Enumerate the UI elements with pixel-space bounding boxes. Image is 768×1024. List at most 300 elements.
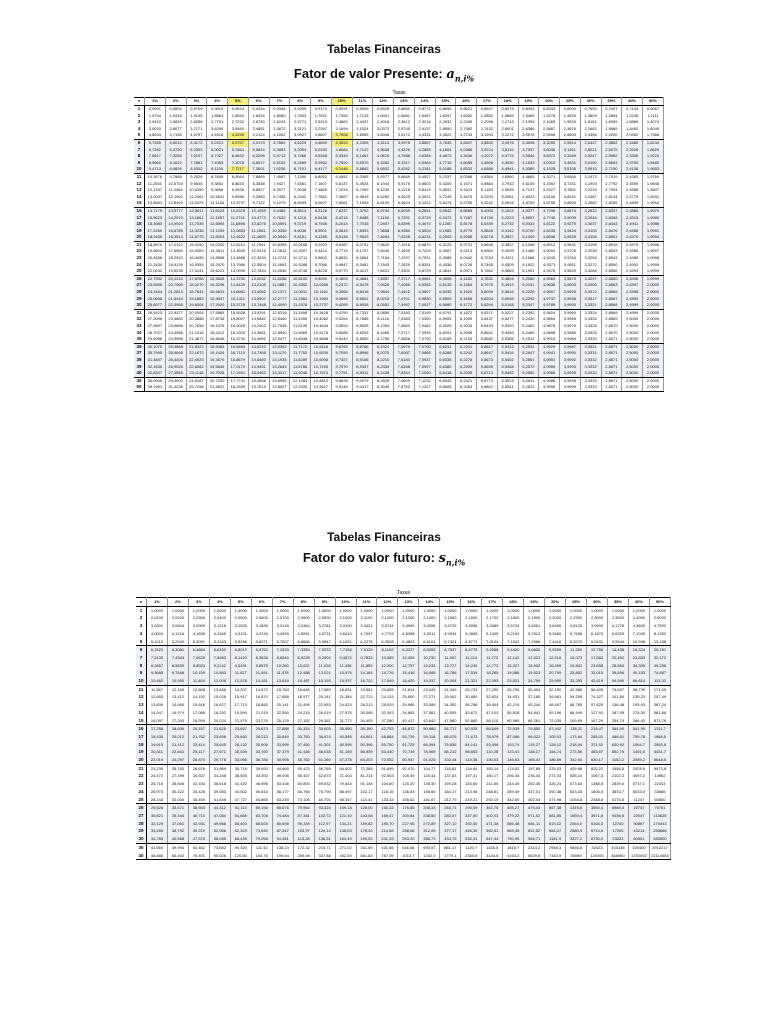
factor-cell: 137,63 — [440, 772, 461, 780]
factor-cell: 159,82 — [356, 820, 377, 828]
factor-cell: 53,739 — [398, 733, 419, 741]
factor-cell: 7,5717 — [394, 330, 415, 337]
factor-cell: 1,0000 — [566, 606, 587, 614]
factor-cell: 271,02 — [335, 843, 356, 851]
factor-cell: 11,9246 — [290, 370, 311, 377]
factor-cell: 60,462 — [188, 843, 209, 851]
factor-cell: 327,10 — [440, 820, 461, 828]
table-row — [136, 788, 671, 796]
table-row — [134, 215, 664, 222]
table-row — [136, 748, 671, 756]
factor-cell: 10,9617 — [311, 384, 332, 391]
factor-cell: 2,5000 — [622, 377, 643, 384]
factor-cell: 87,068 — [503, 733, 524, 741]
factor-cell: 3,9938 — [560, 296, 581, 303]
factor-cell: 9,9856 — [207, 187, 228, 194]
period-cell: 40 — [136, 852, 147, 860]
factor-cell: 15,1411 — [228, 296, 249, 303]
factor-cell: 23,276 — [251, 717, 272, 725]
factor-cell: 5,0081 — [497, 194, 518, 201]
factor-cell: 63,249 — [272, 796, 293, 804]
factor-cell: 47,103 — [482, 709, 503, 717]
factor-cell: 22,841 — [167, 748, 188, 756]
factor-cell: 434,75 — [440, 835, 461, 843]
period-cell: 28 — [136, 820, 147, 828]
col-header-rate: 12% — [377, 598, 398, 607]
factor-cell: 7,5856 — [394, 336, 415, 343]
factor-cell: 11,4693 — [269, 262, 290, 269]
factor-cell: 19,923 — [524, 669, 545, 677]
factor-cell: 5,2421 — [207, 139, 228, 146]
factor-cell: 11,6523 — [207, 207, 228, 214]
table-header-row — [134, 98, 664, 106]
factor-cell: 8,7537 — [440, 646, 461, 654]
factor-cell: 3,4976 — [497, 139, 518, 146]
factor-cell: 12,3034 — [248, 255, 269, 262]
factor-cell: 2,2832 — [435, 119, 456, 126]
factor-cell: 167,29 — [587, 717, 608, 725]
factor-cell: 1,9480 — [643, 160, 664, 167]
period-cell: 27 — [134, 282, 145, 289]
factor-cell: 11,6546 — [290, 336, 311, 343]
taxas-label: Taxas — [392, 90, 406, 96]
col-header-rate: 1% — [145, 98, 166, 106]
factor-cell: 26,870 — [188, 756, 209, 764]
factor-cell: 9,2950 — [248, 194, 269, 201]
factor-cell: 180,17 — [482, 772, 503, 780]
col-header-rate: 25% — [566, 598, 587, 607]
factor-cell: 2,8569 — [601, 316, 622, 323]
factor-cell: 7,3667 — [331, 194, 352, 201]
factor-cell: 25,840 — [230, 733, 251, 741]
factor-cell: 8,8832 — [331, 255, 352, 262]
factor-cell: 2,9514 — [560, 139, 581, 146]
factor-cell: 3,9903 — [560, 282, 581, 289]
factor-cell: 74,327 — [587, 693, 608, 701]
col-header-rate: 15% — [435, 98, 456, 106]
factor-cell: 2,0000 — [643, 316, 664, 323]
factor-cell: 2,4000 — [628, 614, 649, 622]
factor-cell: 14,773 — [482, 662, 503, 670]
factor-cell: 8,5436 — [311, 215, 332, 222]
factor-cell: 7,3300 — [394, 268, 415, 275]
factor-cell: 2,2000 — [545, 614, 566, 622]
factor-cell: 6,1422 — [414, 200, 435, 207]
factor-cell: 0,9709 — [186, 106, 207, 113]
period-cell: 23 — [134, 255, 145, 262]
factor-cell: 6,2463 — [456, 384, 477, 391]
factor-cell: 238,50 — [419, 812, 440, 820]
factor-cell: 105,93 — [545, 733, 566, 741]
factor-cell: 2,7232 — [228, 119, 249, 126]
factor-cell: 2102,3 — [607, 772, 628, 780]
factor-cell: 1,6467 — [414, 113, 435, 120]
factor-cell: 2,0700 — [272, 614, 293, 622]
factor-cell: 7,5620 — [373, 241, 394, 248]
factor-cell: 7,6752 — [394, 384, 415, 391]
factor-cell: 8,2330 — [373, 364, 394, 371]
factor-cell: 5,5016 — [497, 289, 518, 296]
factor-cell: 8,8996 — [352, 350, 373, 357]
table-row — [134, 255, 664, 262]
factor-cell: 12,1062 — [165, 194, 186, 201]
factor-cell: 75751 — [649, 804, 670, 812]
factor-cell: 60,402 — [167, 852, 188, 860]
factor-cell: 12,142 — [503, 654, 524, 662]
factor-cell: 5,0188 — [435, 166, 456, 173]
factor-cell: 647,44 — [482, 835, 503, 843]
factor-cell: 2,4985 — [622, 248, 643, 255]
factor-cell: 5,6648 — [477, 241, 498, 248]
table-row — [136, 693, 671, 701]
factor-cell: 4,3600 — [628, 622, 649, 630]
factor-cell: 2,4996 — [622, 275, 643, 282]
factor-cell: 186,69 — [545, 756, 566, 764]
factor-cell: 94,461 — [272, 835, 293, 843]
factor-cell: 7,4701 — [394, 296, 415, 303]
factor-cell: 79,058 — [251, 835, 272, 843]
factor-cell: 0,9615 — [207, 106, 228, 113]
factor-cell: 12,4622 — [228, 234, 249, 241]
factor-cell: 11,6896 — [228, 221, 249, 228]
factor-cell: 6,1182 — [456, 275, 477, 282]
factor-cell: 2,8398 — [601, 215, 622, 222]
factor-cell: 3,3744 — [377, 622, 398, 630]
factor-cell: 11,7752 — [290, 350, 311, 357]
factor-cell: 22,8082 — [186, 364, 207, 371]
factor-cell: 9,8226 — [311, 268, 332, 275]
factor-cell: 386,42 — [628, 717, 649, 725]
factor-cell: 1,0000 — [587, 606, 608, 614]
factor-cell: 5,5468 — [497, 364, 518, 371]
factor-cell: 22047 — [628, 812, 649, 820]
factor-cell: 2,8021 — [580, 147, 601, 154]
factor-cell: 11,9867 — [269, 282, 290, 289]
factor-cell: 9,2526 — [186, 173, 207, 180]
factor-cell: 19,5235 — [165, 268, 186, 275]
factor-cell: 4,9897 — [518, 215, 539, 222]
factor-cell: 2,7432 — [477, 126, 498, 133]
factor-cell: 9,6830 — [524, 646, 545, 654]
factor-cell: 11,3484 — [165, 187, 186, 194]
factor-cell: 5,8695 — [477, 364, 498, 371]
factor-cell: 16,8679 — [228, 357, 249, 364]
factor-cell: 7,1034 — [331, 187, 352, 194]
factor-cell: 62,323 — [230, 827, 251, 835]
factor-cell: 1,7366 — [643, 132, 664, 139]
factor-cell: 1319,5 — [566, 804, 587, 812]
factor-cell: 2,1700 — [482, 614, 503, 622]
factor-cell: 3,7251 — [560, 181, 581, 188]
factor-cell: 27,9897 — [145, 323, 166, 330]
factor-cell: 143,08 — [356, 812, 377, 820]
factor-cell: 1,7833 — [290, 113, 311, 120]
factor-cell: 2,9745 — [394, 126, 415, 133]
col-header-rate: 14% — [414, 98, 435, 106]
period-cell: 11 — [136, 685, 147, 693]
table-header-row — [136, 598, 671, 607]
factor-cell: 79,954 — [293, 804, 314, 812]
period-cell: 32 — [134, 316, 145, 323]
factor-cell: 9,9544 — [607, 638, 628, 646]
factor-cell: 1,0000 — [335, 606, 356, 614]
factor-cell: 68,394 — [419, 741, 440, 749]
factor-cell: 5,1951 — [518, 268, 539, 275]
factor-cell: 187,95 — [607, 709, 628, 717]
factor-cell: 20,4558 — [145, 255, 166, 262]
factor-cell: 8,9847 — [331, 262, 352, 269]
factor-cell: 18,6646 — [207, 336, 228, 343]
factor-cell: 6,4177 — [311, 166, 332, 173]
factor-cell: 13,412 — [167, 693, 188, 701]
factor-cell: 18,531 — [335, 685, 356, 693]
factor-cell: 3,9975 — [394, 139, 415, 146]
factor-cell: 26,4406 — [165, 357, 186, 364]
factor-cell: 6,9753 — [251, 646, 272, 654]
factor-cell: 1,2245 — [622, 113, 643, 120]
factor-cell: 2,4979 — [622, 241, 643, 248]
factor-cell: 7,1078 — [228, 160, 249, 167]
factor-cell: 3,5892 — [477, 139, 498, 146]
factor-cell: 2,0000 — [643, 357, 664, 364]
factor-cell: 32,172 — [649, 654, 670, 662]
factor-cell: 139,23 — [628, 693, 649, 701]
factor-cell: 1,4400 — [560, 113, 581, 120]
factor-cell: 4,9094 — [539, 248, 560, 255]
factor-cell: 6,2153 — [456, 336, 477, 343]
factor-cell: 2,6653 — [601, 160, 622, 167]
factor-cell: 6,6231 — [435, 343, 456, 350]
factor-cell: 6,0442 — [456, 255, 477, 262]
factor-cell: 7,6344 — [394, 370, 415, 377]
factor-cell: 6,4674 — [414, 221, 435, 228]
factor-cell: 5,8617 — [477, 343, 498, 350]
factor-cell: 283,57 — [440, 812, 461, 820]
factor-cell: 1491,6 — [628, 748, 649, 756]
factor-cell: 9,7327 — [331, 357, 352, 364]
col-header-rate: 13% — [394, 98, 415, 106]
factor-cell: 31,4236 — [165, 384, 186, 391]
factor-cell: 15,327 — [503, 662, 524, 670]
factor-cell: 1,9653 — [643, 166, 664, 173]
factor-cell: 81,214 — [356, 772, 377, 780]
table-row — [134, 248, 664, 255]
factor-cell: 3,9539 — [560, 234, 581, 241]
factor-cell: 7,3792 — [352, 207, 373, 214]
factor-cell: 6,3587 — [435, 248, 456, 255]
factor-cell: 13,1630 — [228, 248, 249, 255]
factor-cell: 13,5777 — [165, 207, 186, 214]
factor-cell: 8,1420 — [230, 654, 251, 662]
factor-cell: 3,9980 — [560, 330, 581, 337]
factor-cell: 171,00 — [649, 685, 670, 693]
factor-cell: 6,2421 — [456, 377, 477, 384]
factor-cell: 2,0000 — [643, 282, 664, 289]
period-cell: 27 — [136, 812, 147, 820]
factor-cell: 759,78 — [628, 733, 649, 741]
factor-cell: 17,6580 — [165, 248, 186, 255]
factor-cell: 5,2228 — [518, 289, 539, 296]
factor-cell: 7,0236 — [269, 166, 290, 173]
factor-cell: 2,0000 — [643, 336, 664, 343]
factor-cell: 9,2372 — [331, 282, 352, 289]
factor-cell: 4,4518 — [207, 132, 228, 139]
factor-cell: 154,76 — [251, 852, 272, 860]
factor-cell: 3,9224 — [477, 147, 498, 154]
table-row — [134, 147, 664, 154]
factor-cell: 27,888 — [272, 725, 293, 733]
factor-cell: 6,9352 — [414, 282, 435, 289]
factor-cell: 3,9099 — [560, 215, 581, 222]
factor-cell: 56,085 — [209, 835, 230, 843]
factor-cell: 2,5000 — [622, 316, 643, 323]
factor-cell: 11,7641 — [248, 241, 269, 248]
factor-cell: 60,925 — [461, 725, 482, 733]
factor-cell: 33,671 — [167, 804, 188, 812]
factor-cell: 13,1339 — [207, 228, 228, 235]
factor-cell: 8,5660 — [145, 160, 166, 167]
factor-cell: 3,3332 — [580, 370, 601, 377]
factor-cell: 21,8323 — [186, 343, 207, 350]
factor-cell: 18,3270 — [186, 282, 207, 289]
factor-cell: 2,1400 — [419, 614, 440, 622]
factor-cell: 3,5724 — [503, 622, 524, 630]
factor-cell: 2,1000 — [335, 614, 356, 622]
factor-cell: 0,9259 — [290, 106, 311, 113]
factor-cell: 6,2309 — [456, 364, 477, 371]
factor-cell: 6,2278 — [456, 357, 477, 364]
factor-cell: 2,0000 — [643, 323, 664, 330]
factor-cell: 3,9705 — [560, 248, 581, 255]
factor-cell: 128,12 — [545, 741, 566, 749]
factor-cell: 54,865 — [251, 796, 272, 804]
factor-cell: 71,673 — [461, 733, 482, 741]
factor-cell: 3,9984 — [560, 336, 581, 343]
factor-cell: 43,392 — [251, 772, 272, 780]
factor-cell: 13,3317 — [269, 370, 290, 377]
period-cell: 33 — [134, 323, 145, 330]
factor-cell: 24,215 — [293, 709, 314, 717]
factor-cell: 2,1600 — [461, 614, 482, 622]
factor-cell: 15,4558 — [248, 377, 269, 384]
factor-cell: 60,893 — [293, 780, 314, 788]
factor-cell: 13,0032 — [248, 275, 269, 282]
factor-cell: 14,3752 — [228, 275, 249, 282]
factor-cell: 21,814 — [398, 685, 419, 693]
factor-cell: 28,243 — [147, 796, 168, 804]
present-value-table — [134, 97, 664, 392]
period-cell: 45 — [134, 377, 145, 384]
factor-cell: 8,2857 — [147, 662, 168, 670]
factor-cell: 3,6400 — [545, 622, 566, 630]
factor-cell: 3,1836 — [251, 622, 272, 630]
factor-cell: 18,9139 — [165, 262, 186, 269]
table-row — [136, 733, 671, 741]
factor-cell: 7,4412 — [394, 289, 415, 296]
factor-cell: 5,8099 — [477, 289, 498, 296]
factor-cell: 8,8552 — [352, 336, 373, 343]
factor-cell: 21,8444 — [165, 296, 186, 303]
factor-cell: 16,6631 — [207, 289, 228, 296]
factor-cell: 3,3326 — [580, 316, 601, 323]
factor-cell: 4431,7 — [649, 748, 670, 756]
factor-cell: 8,9186 — [352, 357, 373, 364]
factor-cell: 7,1909 — [352, 200, 373, 207]
factor-cell: 9,4466 — [269, 207, 290, 214]
factor-cell: 2,7994 — [601, 187, 622, 194]
factor-cell: 43,672 — [461, 709, 482, 717]
factor-cell: 3,9811 — [560, 262, 581, 269]
factor-cell: 6,6231 — [414, 234, 435, 241]
factor-cell: 130,03 — [482, 756, 503, 764]
factor-cell: 18,882 — [251, 701, 272, 709]
table-row — [134, 289, 664, 296]
factor-cell: 197,85 — [524, 764, 545, 772]
factor-cell: 8,5595 — [290, 200, 311, 207]
factor-cell: 2,1399 — [518, 119, 539, 126]
table-row — [134, 119, 664, 126]
table-row — [136, 827, 671, 835]
factor-cell: 22,3965 — [165, 302, 186, 309]
col-header-rate: 4% — [209, 598, 230, 607]
factor-cell: 5,8178 — [456, 221, 477, 228]
factor-cell: 48,497 — [545, 701, 566, 709]
factor-cell: 5,1668 — [518, 255, 539, 262]
factor-cell: 19,337 — [419, 677, 440, 685]
factor-cell: 19,7928 — [207, 370, 228, 377]
factor-cell: 1,6257 — [435, 113, 456, 120]
factor-cell: 790,95 — [503, 835, 524, 843]
table-row — [134, 262, 664, 269]
factor-cell: 10,5940 — [269, 234, 290, 241]
factor-cell: 22,019 — [147, 756, 168, 764]
col-header-rate: 10% — [331, 98, 352, 106]
factor-cell: 5,1268 — [518, 241, 539, 248]
factor-cell: 24,523 — [335, 701, 356, 709]
factor-cell: 7,9844 — [373, 289, 394, 296]
factor-cell: 1,6681 — [394, 113, 415, 120]
factor-cell: 78,969 — [419, 748, 440, 756]
factor-cell: 43,842 — [419, 717, 440, 725]
factor-cell: 2,1500 — [440, 614, 461, 622]
factor-cell: 14,9920 — [165, 221, 186, 228]
factor-cell: 7,7862 — [311, 194, 332, 201]
factor-cell: 93,324 — [314, 804, 335, 812]
factor-cell: 3,2149 — [272, 622, 293, 630]
factor-cell: 2,8560 — [601, 275, 622, 282]
factor-cell: 14,9491 — [248, 364, 269, 371]
factor-cell: 138,11 — [566, 725, 587, 733]
factor-cell: 7,9426 — [373, 282, 394, 289]
factor-cell: 12,7538 — [269, 323, 290, 330]
table-row — [136, 820, 671, 828]
factor-cell: 34,426 — [188, 788, 209, 796]
factor-cell: 8,3481 — [352, 262, 373, 269]
factor-cell: 12,1084 — [290, 377, 311, 384]
factor-cell: 5,2040 — [167, 638, 188, 646]
factor-cell: 24,4986 — [165, 330, 186, 337]
factor-cell: 47,084 — [209, 812, 230, 820]
factor-cell: 30,906 — [251, 741, 272, 749]
factor-cell: 5,7465 — [477, 262, 498, 269]
factor-cell: 9,2142 — [209, 662, 230, 670]
present-value-section — [0, 36, 768, 390]
factor-cell: 8,5830 — [167, 662, 188, 670]
factor-cell: 10,159 — [188, 669, 209, 677]
factor-cell: 2,0000 — [643, 377, 664, 384]
factor-cell: 3,5172 — [394, 132, 415, 139]
factor-cell: 39,404 — [482, 701, 503, 709]
